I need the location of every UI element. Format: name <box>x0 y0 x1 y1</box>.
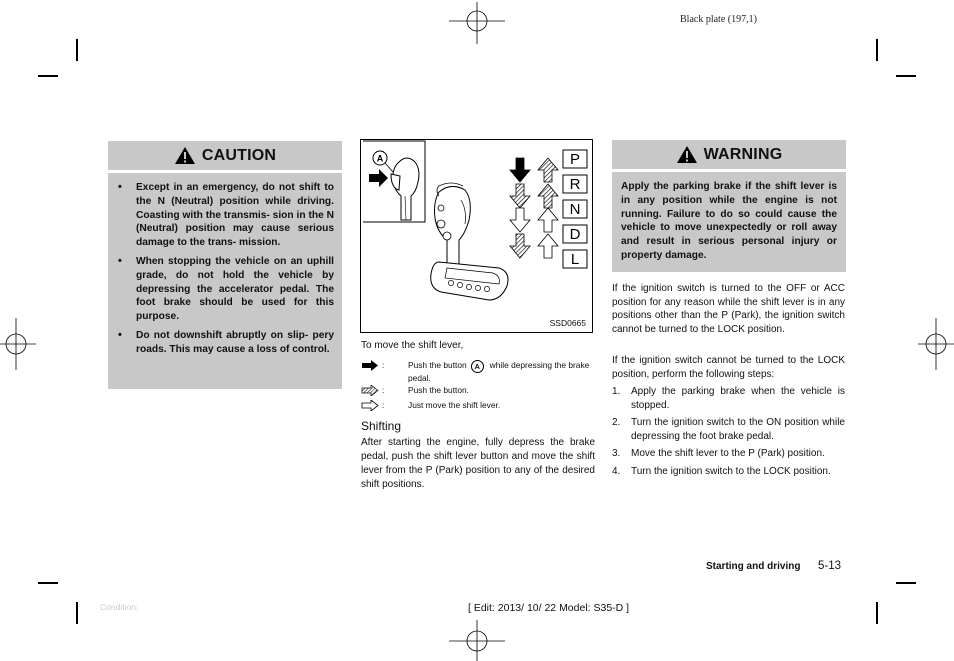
legend-colon: : <box>382 360 385 370</box>
crop-mark <box>876 602 878 624</box>
step-text: Turn the ignition switch to the ON position while depressing the foot brake pedal. <box>631 417 845 442</box>
legend-colon: : <box>382 385 385 395</box>
step-item <box>612 465 845 479</box>
gear-letter: R <box>569 176 581 193</box>
warning-triangle-icon <box>174 146 196 165</box>
crop-mark <box>76 602 78 624</box>
caution-list <box>108 173 342 357</box>
legend-text-after: while depressing the brake pedal. <box>408 360 590 383</box>
gear-letter: L <box>570 251 580 268</box>
crop-mark <box>896 75 916 77</box>
caution-box <box>108 141 342 389</box>
ignition-paragraph-1: If the ignition switch is turned to the OFF or ACC position for any reason while the shift lever is in any positions other than the P (Park), the ignition switch cannot be turned to the LOCK position. <box>612 283 845 335</box>
step-item <box>612 385 845 412</box>
registration-mark-icon <box>447 2 507 46</box>
callout-label: A <box>376 153 384 164</box>
registration-mark-icon <box>447 618 507 661</box>
step-text: Turn the ignition switch to the LOCK position. <box>631 465 831 477</box>
warning-triangle-icon <box>676 145 698 164</box>
gear-letter: D <box>569 226 581 243</box>
gear-letter: N <box>569 201 581 218</box>
edit-info: [ Edit: 2013/ 10/ 22 Model: S35-D ] <box>468 602 630 614</box>
shift-lever-illustration <box>361 140 592 332</box>
crop-mark <box>896 582 916 584</box>
up-arrows <box>538 158 558 258</box>
shift-lever-figure <box>360 139 593 333</box>
warning-body: Apply the parking brake if the shift lever is in any position while the engine is not running. Failure to do so could cause the vehicle to move unexpectedly or roll away and result in serious personal injury or property damage. <box>621 181 837 261</box>
registration-mark-icon <box>0 316 40 372</box>
registration-mark-icon <box>914 316 954 372</box>
step-text: Move the shift lever to the P (Park) position. <box>631 448 825 460</box>
button-a-circle: A <box>471 360 484 373</box>
step-number: 4. <box>612 465 621 477</box>
plate-label: Black plate (197,1) <box>680 14 757 25</box>
caution-item: • Do not downshift abruptly on slip- pery roads. This may cause a loss of control. <box>118 329 334 357</box>
caution-header <box>108 141 342 173</box>
legend-text <box>408 360 594 384</box>
caution-item: • When stopping the vehicle on an uphill grade, do not hold the vehicle by depressing the accelerator pedal. The foot brake should be used for this purpose. <box>118 255 334 324</box>
caution-item: • Except in an emergency, do not shift to the N (Neutral) position while driving. Coasting with the transmis- sion in the N (Neutral) position may cause serious damage to the trans- mission. <box>118 181 334 250</box>
legend-text-before: Push the button <box>408 360 467 370</box>
shifting-heading: Shifting <box>361 419 402 433</box>
outline-arrow-icon <box>361 400 379 411</box>
warning-box <box>612 140 846 272</box>
warning-title: WARNING <box>703 145 783 163</box>
footer-section-title: Starting and driving <box>706 561 801 572</box>
crop-mark <box>876 39 878 61</box>
warning-header <box>612 140 846 172</box>
gear-labels <box>563 150 587 268</box>
step-text: Apply the parking brake when the vehicle is stopped. <box>631 386 845 411</box>
legend-colon: : <box>382 400 385 410</box>
page-number: 5-13 <box>818 560 842 572</box>
hatched-arrow-icon <box>361 385 379 396</box>
crop-mark <box>76 39 78 61</box>
legend-text: Just move the shift lever. <box>408 400 501 410</box>
step-number: 2. <box>612 417 621 429</box>
move-intro: To move the shift lever, <box>361 340 464 351</box>
ignition-paragraph-2: If the ignition switch cannot be turned to the LOCK position, perform the following steps: <box>612 355 845 380</box>
step-item <box>612 447 845 461</box>
solid-arrow-icon <box>361 360 379 371</box>
step-number: 3. <box>612 448 621 460</box>
gear-letter: P <box>569 151 581 168</box>
step-number: 1. <box>612 386 621 397</box>
legend-text: Push the button. <box>408 385 469 395</box>
caution-title: CAUTION <box>201 146 277 164</box>
crop-mark <box>38 75 58 77</box>
down-arrows <box>510 158 530 258</box>
figure-code: SSD0665 <box>549 318 586 328</box>
shifting-paragraph: After starting the engine, fully depress the brake pedal, push the shift lever button and move the shift lever from the P (Park) position to any of the desired shift positions. <box>361 437 595 490</box>
condition-label: Condition: <box>100 602 139 612</box>
crop-mark <box>38 582 58 584</box>
step-item <box>612 416 845 443</box>
steps-list <box>612 385 845 483</box>
